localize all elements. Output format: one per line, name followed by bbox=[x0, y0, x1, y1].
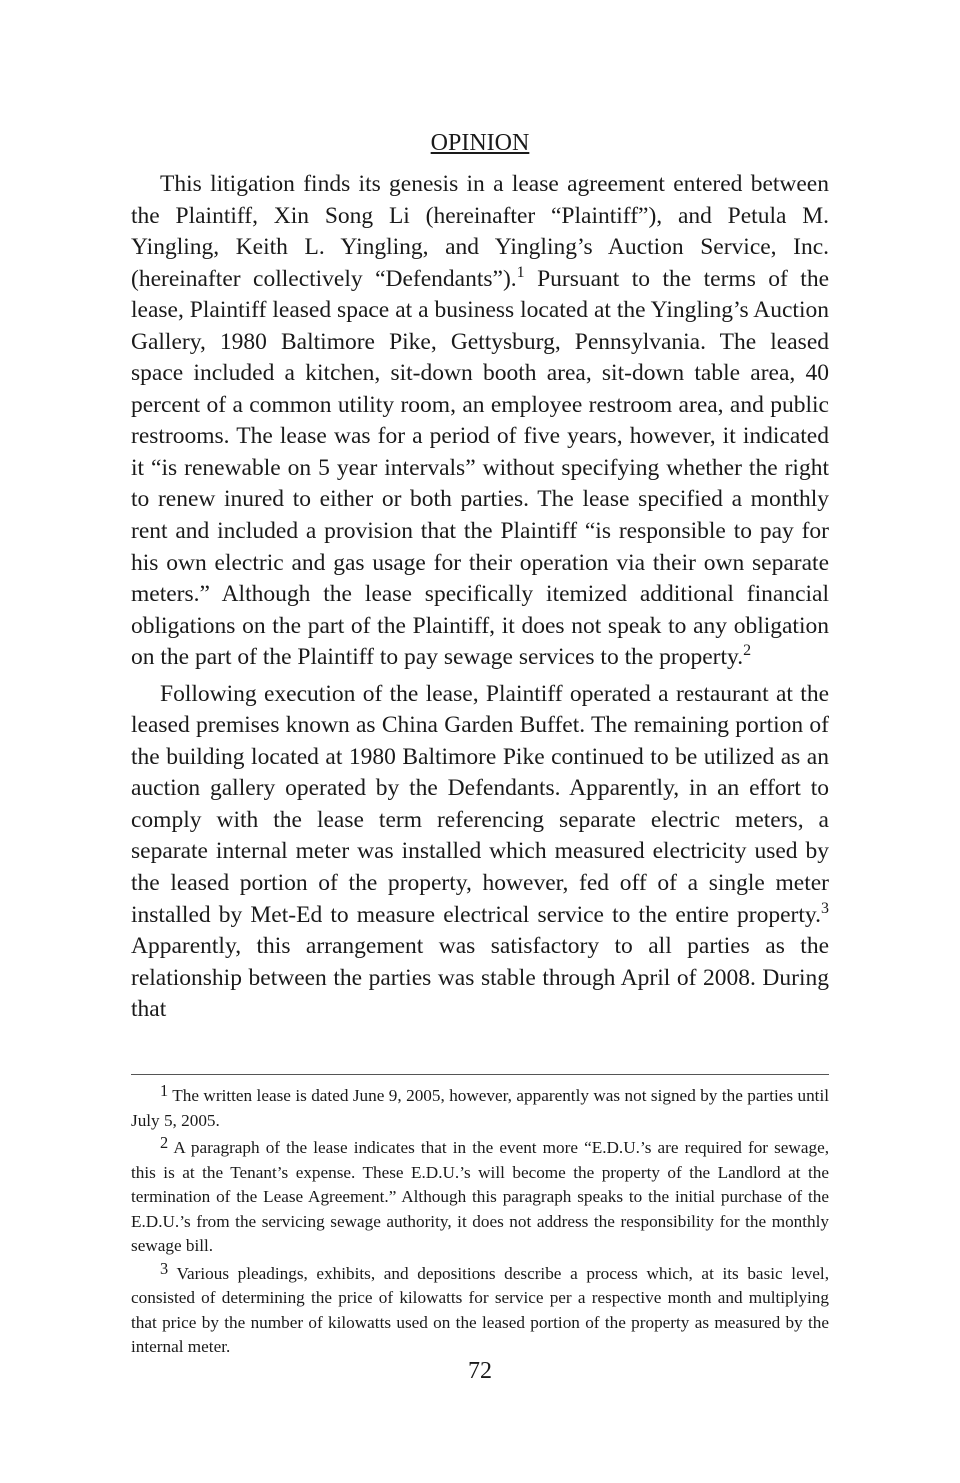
opinion-body bbox=[131, 169, 829, 1026]
footnote-ref: 3 bbox=[821, 899, 829, 917]
footnote bbox=[131, 1133, 829, 1259]
footnote-number: 3 bbox=[160, 1258, 169, 1278]
footnote-number: 2 bbox=[160, 1133, 169, 1153]
paragraph-text: This litigation finds its genesis in a lease agreement entered between the Plaintiff, Xin Song Li (hereinafter “Plaintiff”), and Petula M. Yingling, Keith L. Yingling, and Yingling’s Auction Service, Inc. (hereinafter collectively “Defendants”). bbox=[131, 171, 829, 292]
opinion-heading: OPINION bbox=[430, 130, 530, 156]
footnote bbox=[131, 1081, 829, 1133]
footnote-text: A paragraph of the lease indicates that in the event more “E.D.U.’s are required for sewage, this is at the Tenant’s expense. These E.D.U.’s will become the property of the Landlord at the termination of the Lease Agreement.” Although this paragraph speaks to the initial purchase of the E.D.U.’s from the servicing sewage authority, it does not address the responsibility for the monthly sewage bill. bbox=[131, 1138, 829, 1255]
paragraph bbox=[131, 679, 829, 1026]
page-number: 72 bbox=[468, 1358, 492, 1384]
paragraph-text: Apparently, this arrangement was satisfactory to all parties as the relationship between the parties was stable through April of 2008. During that bbox=[131, 933, 829, 1023]
paragraph-text: Pursuant to the terms of the lease, Plaintiff leased space at a business located at the Yingling’s Auction Gallery, 1980 Baltimore Pike, Gettysburg, Pennsylvania. The leased space included a kitchen, sit-down booth area, sit-down table area, 40 percent of a common utility room, an employee restroom area, and public restrooms. The lease was for a period of five years, however, it indicated it “is renewable on 5 year intervals” without specifying whether the right to renew inured to either or both parties. The lease specified a monthly rent and included a provision that the Plaintiff “is responsible to pay for his own electric and gas usage for their operation via their own separate meters.” Although the lease specifically itemized additional financial obligations on the part of the Plaintiff, it does not speak to any obligation on the part of the Plaintiff to pay sewage services to the property. bbox=[131, 265, 829, 671]
footnote bbox=[131, 1258, 829, 1360]
footnote-ref: 2 bbox=[743, 642, 752, 660]
paragraph bbox=[131, 169, 829, 674]
footnote-text: Various pleadings, exhibits, and depositions describe a process which, at its basic level, consisted of determining the price of kilowatts for service per a respective month and multiplying that price by the number of kilowatts used on the leased portion of the property as measured by the internal meter. bbox=[131, 1263, 829, 1356]
paragraph-text: Following execution of the lease, Plaintiff operated a restaurant at the leased premises known as China Garden Buffet. The remaining portion of the building located at 1980 Baltimore Pike continued to be utilized as an auction gallery operated by the Defendants. Apparently, in an effort to comply with the lease term referencing separate electric meters, a separate internal meter was installed which measured electricity used by the leased portion of the property, however, fed off of a single meter installed by Met-Ed to measure electrical service to the entire property. bbox=[131, 680, 829, 928]
footnote-number: 1 bbox=[160, 1081, 169, 1101]
footnote-divider bbox=[131, 1074, 829, 1075]
footnote-ref: 1 bbox=[516, 263, 525, 281]
footnote-text: The written lease is dated June 9, 2005, however, apparently was not signed by the parties until July 5, 2005. bbox=[131, 1086, 829, 1130]
footnotes bbox=[131, 1081, 829, 1360]
